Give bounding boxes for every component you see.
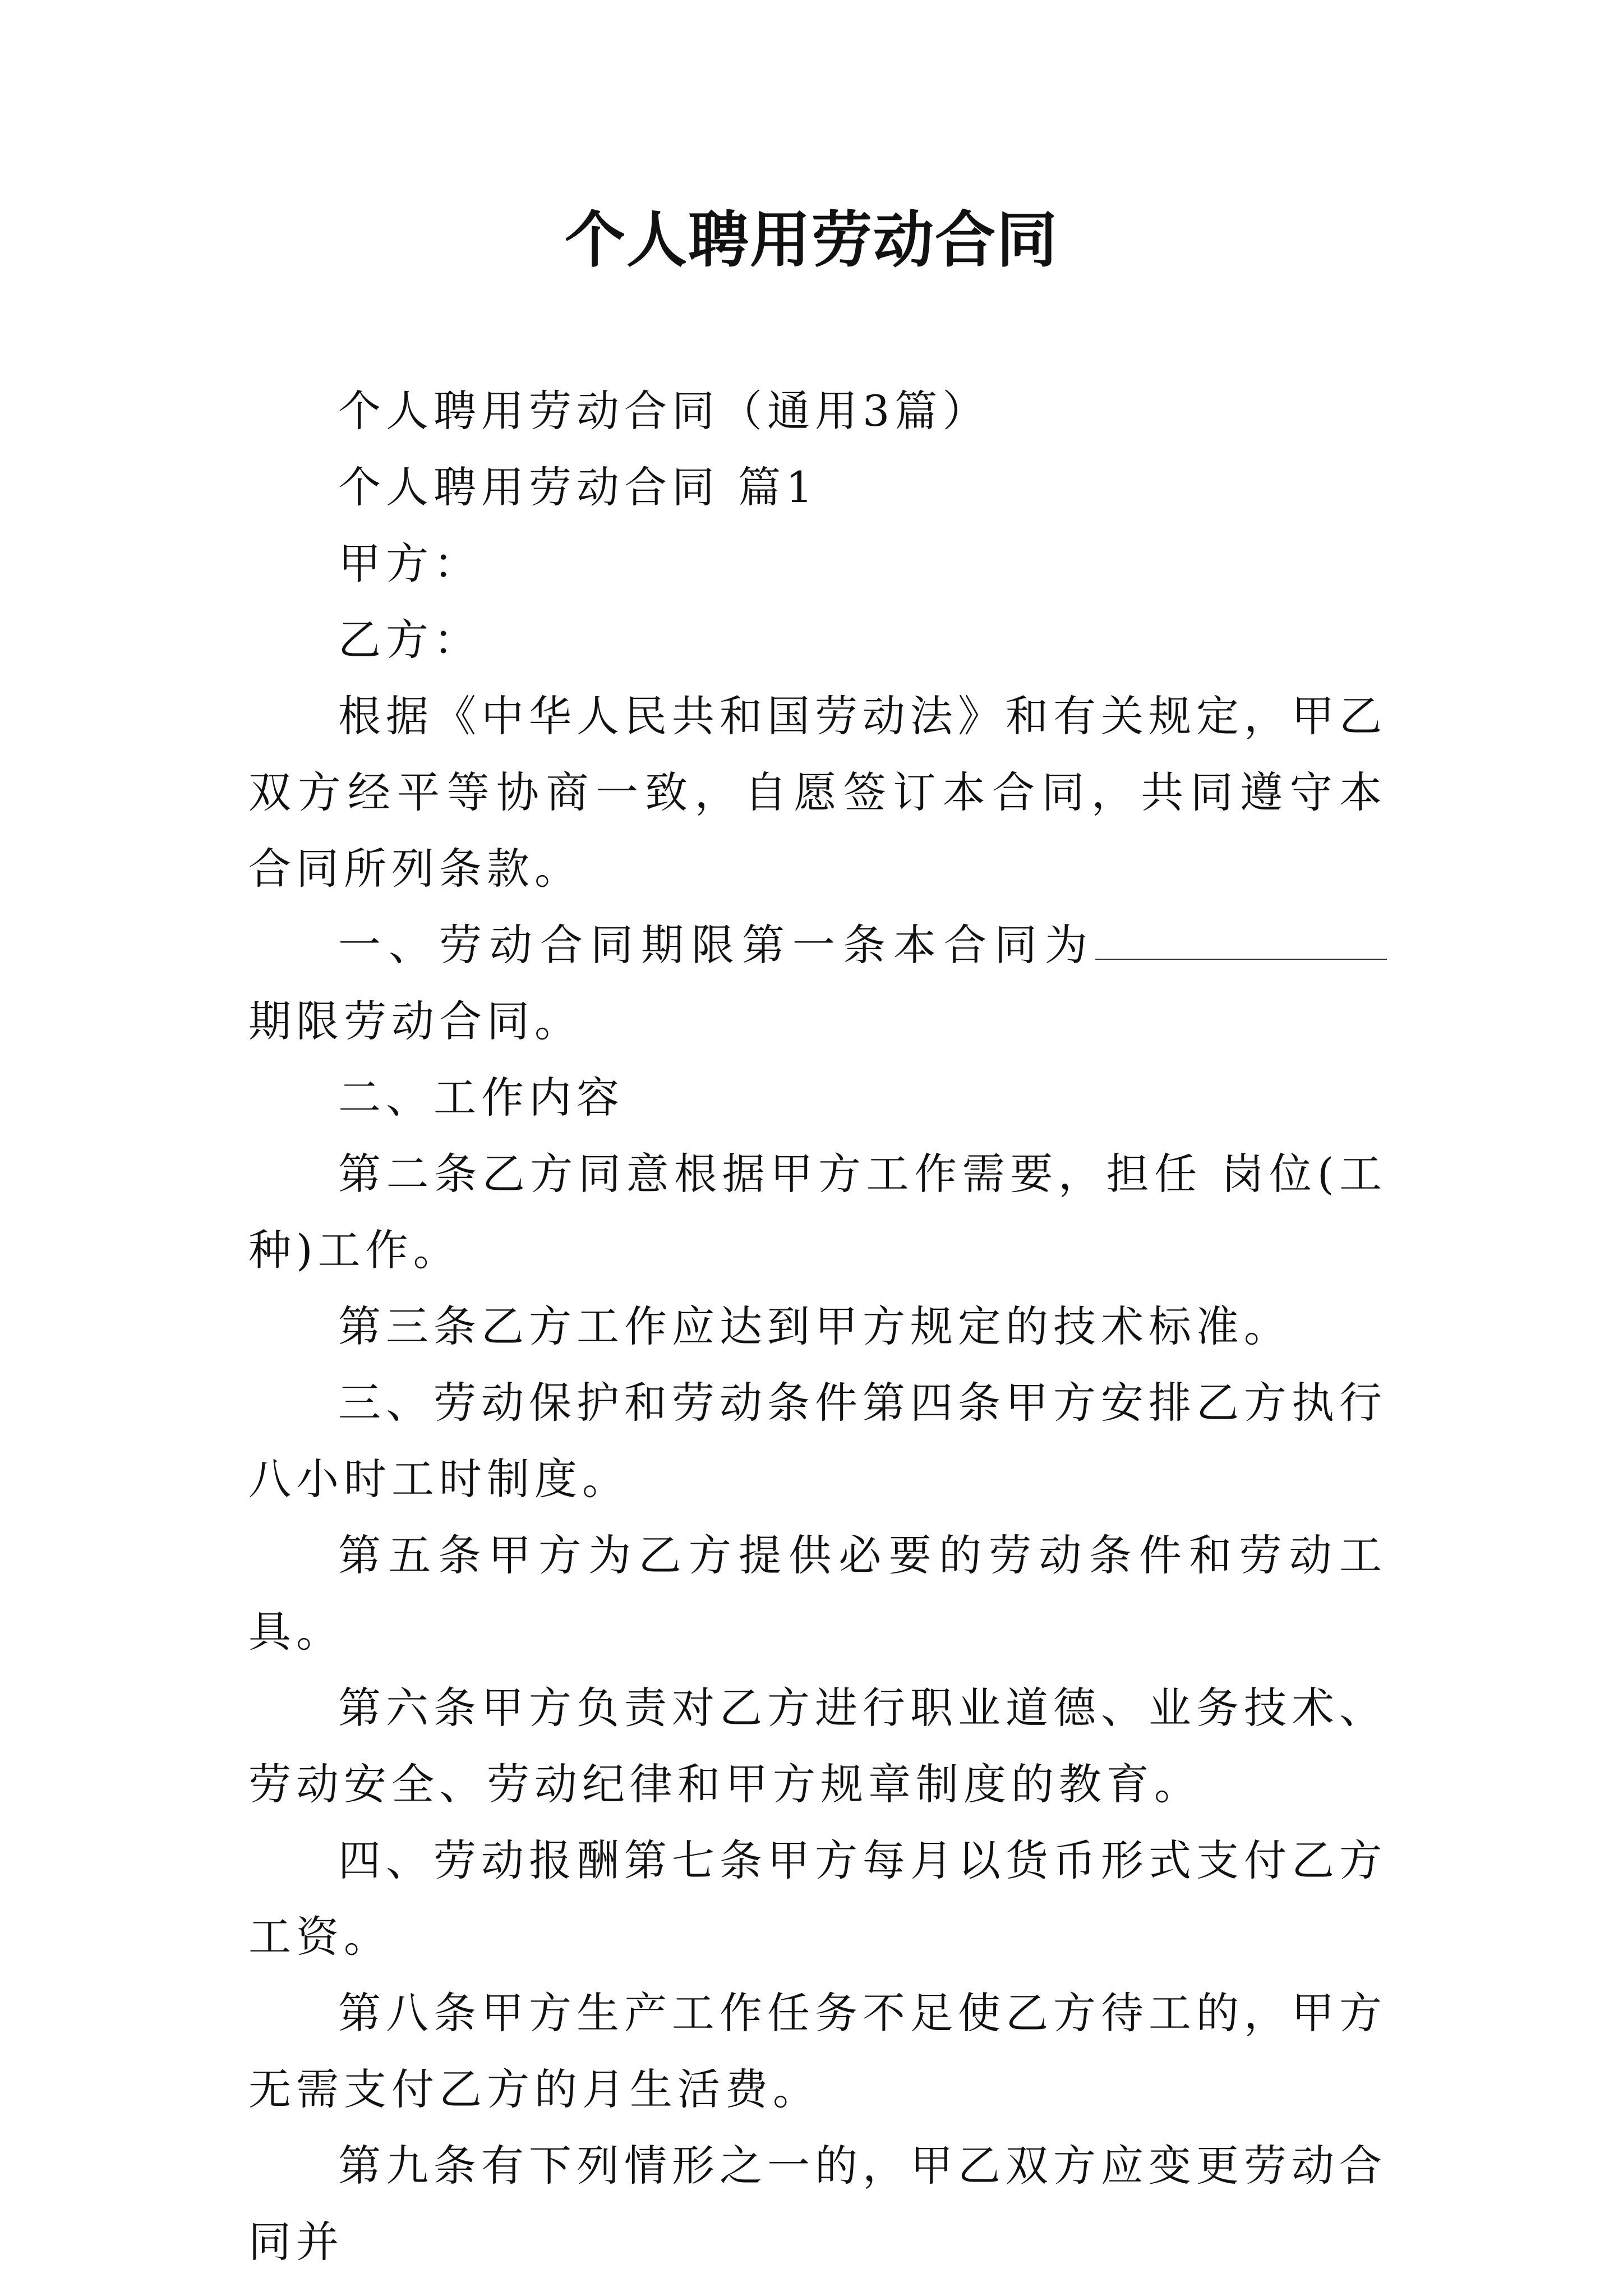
article-9-paragraph: 第九条有下列情形之一的，甲乙双方应变更劳动合同并 [248,2141,1387,2267]
document-subtitle: 个人聘用劳动合同（通用3篇） [338,386,990,436]
contract-term-blank-line [1095,926,1387,960]
contract-term-text-before: 一、劳动合同期限第一条本合同为 [338,920,1095,970]
section-heading: 个人聘用劳动合同 篇1 [338,462,818,512]
contract-term-text-after: 期限劳动合同。 [248,996,582,1046]
article-5-paragraph: 第五条甲方为乙方提供必要的劳动条件和劳动工具。 [248,1530,1387,1657]
article-8-paragraph: 第八条甲方生产工作任务不足使乙方待工的，甲方无需支付乙方的月生活费。 [248,1988,1387,2114]
article-2-paragraph: 第二条乙方同意根据甲方工作需要，担任 岗位(工种)工作。 [248,1149,1387,1275]
article-6-paragraph: 第六条甲方负责对乙方进行职业道德、业务技术、劳动安全、劳动纪律和甲方规章制度的教育。 [248,1683,1387,1809]
remuneration-paragraph: 四、劳动报酬第七条甲方每月以货币形式支付乙方工资。 [248,1835,1387,1962]
contract-term-paragraph [248,907,1387,1060]
work-content-heading: 二、工作内容 [338,1073,624,1122]
party-a-label: 甲方： [338,539,481,588]
article-3-paragraph: 第三条乙方工作应达到甲方规定的技术标准。 [338,1301,1292,1351]
document-title: 个人聘用劳动合同 [564,205,1058,275]
labor-protection-paragraph: 三、劳动保护和劳动条件第四条甲方安排乙方执行八小时工时制度。 [248,1378,1387,1504]
document-body [248,373,1387,2280]
preamble-paragraph: 根据《中华人民共和国劳动法》和有关规定，甲乙双方经平等协商一致，自愿签订本合同，共同遵守本合同所列条款。 [248,691,1387,894]
party-b-label: 乙方： [338,615,481,665]
